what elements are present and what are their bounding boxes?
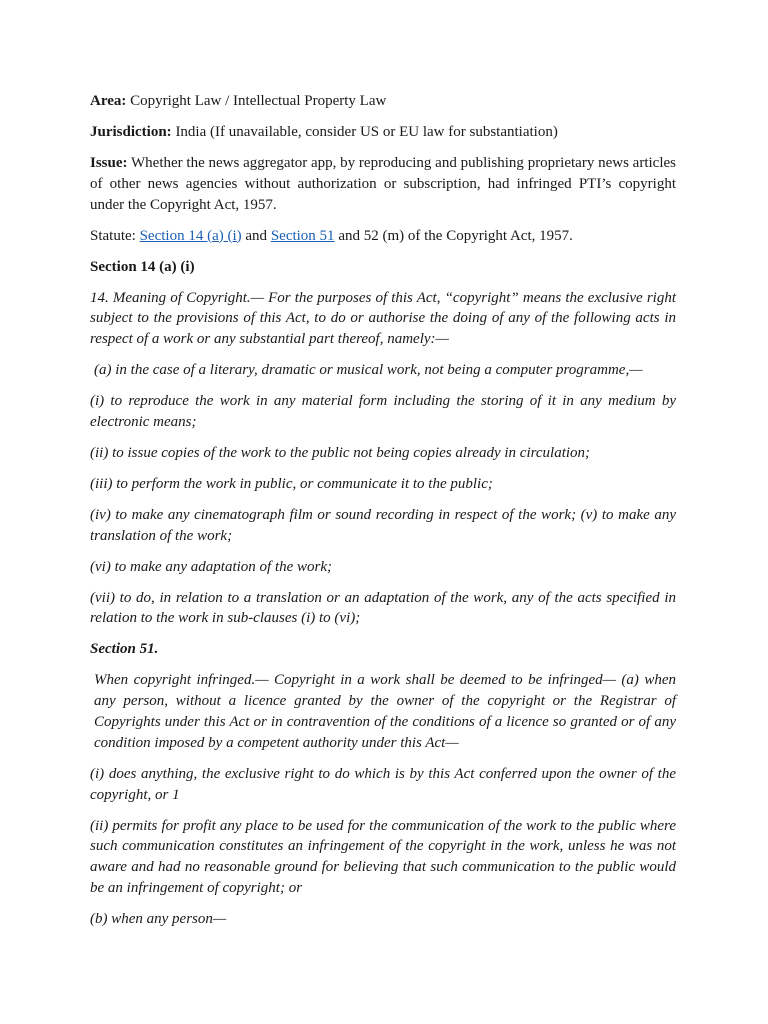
section-14-item: (iv) to make any cinematograph film or sound recording in respect of the work; (v) to make any translation of the work; xyxy=(90,506,676,544)
section-14-intro: 14. Meaning of Copyright.— For the purposes of this Act, “copyright” means the exclusive right subject to the provisions of this Act, to do or authorise the doing of any of the following acts in respect of a work or any substantial part thereof, namely:— xyxy=(90,289,676,348)
section-14-item: (iii) to perform the work in public, or communicate it to the public; xyxy=(90,475,493,492)
jurisdiction-label: Jurisdiction: xyxy=(90,123,172,140)
section-14-item: (vii) to do, in relation to a translation or an adaptation of the work, any of the acts specified in relation to the work in sub-clauses (i) to (vi); xyxy=(90,589,676,627)
section-51-heading: Section 51. xyxy=(90,641,159,658)
section-14-item: (ii) to issue copies of the work to the public not being copies already in circulation; xyxy=(90,444,591,461)
section-14-clause-a: (a) in the case of a literary, dramatic or musical work, not being a computer programme,— xyxy=(94,362,643,379)
jurisdiction-line xyxy=(90,122,676,143)
document-page xyxy=(90,91,676,940)
statute-line xyxy=(90,226,676,247)
section-14-link[interactable]: Section 14 (a) (i) xyxy=(139,227,242,244)
issue-value: Whether the news aggregator app, by reproducing and publishing proprietary news articles of other news agencies without authorization or subscription, had infringed PTI’s copyright under the Copyright Act, 1957. xyxy=(90,154,676,213)
section-51-item: (b) when any person— xyxy=(90,910,227,927)
statute-suffix: and 52 (m) of the Copyright Act, 1957. xyxy=(334,227,573,244)
area-label: Area: xyxy=(90,93,127,109)
area-line xyxy=(90,91,676,112)
statute-mid: and xyxy=(241,227,271,244)
section-14-item: (i) to reproduce the work in any material form including the storing of it in any medium by electronic means; xyxy=(90,393,676,430)
section-51-link[interactable]: Section 51 xyxy=(270,227,335,244)
issue-line xyxy=(90,153,676,215)
section-14-item: (vi) to make any adaptation of the work; xyxy=(90,558,333,575)
section-51-intro: When copyright infringed.— Copyright in a work shall be deemed to be infringed— (a) when any person, without a licence granted by the owner of the copyright or the Registrar of Copyrights under this Act or in contravention of the conditions of a licence so granted or of any condition imposed by a competent authority under this Act— xyxy=(94,672,676,751)
issue-label: Issue: xyxy=(90,154,128,171)
jurisdiction-value: India (If unavailable, consider US or EU law for substantiation) xyxy=(175,123,558,140)
section-51-item: (ii) permits for profit any place to be used for the communication of the work to the public where such communication constitutes an infringement of the copyright in the work, unless he was not aware and had no reasonable ground for believing that such communication to the public would be an infringement of copyright; or xyxy=(90,817,676,896)
statute-prefix: Statute: xyxy=(90,227,140,244)
section-14-heading: Section 14 (a) (i) xyxy=(90,258,195,275)
area-value: Copyright Law / Intellectual Property Law xyxy=(130,93,387,109)
section-51-item: (i) does anything, the exclusive right to do which is by this Act conferred upon the owner of the copyright, or 1 xyxy=(90,765,676,803)
